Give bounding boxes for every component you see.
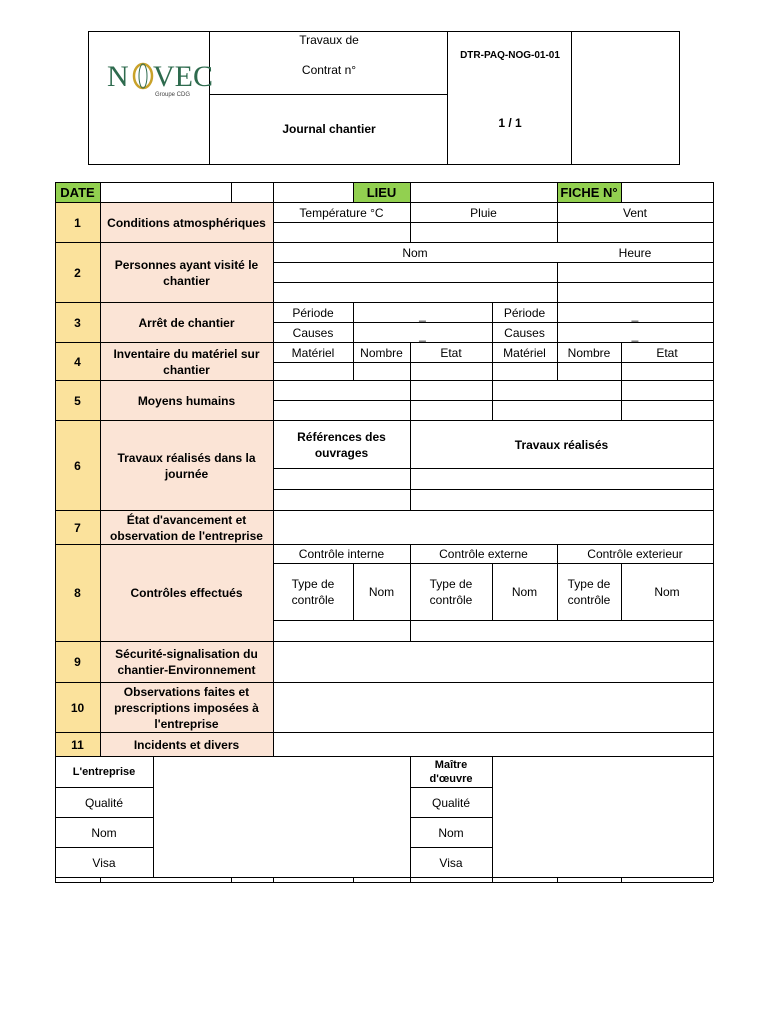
nom-label: Nom <box>368 585 395 599</box>
svg-text:N: N <box>107 60 128 93</box>
entreprise-signature-area[interactable] <box>153 756 410 877</box>
col-nombre: Nombre <box>360 345 403 360</box>
date-label: DATE <box>60 184 95 200</box>
causes-dash: _ <box>419 327 426 342</box>
row-label-avancement: État d'avancement et observation de l'entreprise <box>110 512 263 543</box>
novec-logo <box>107 58 213 103</box>
maitre-signature-area[interactable] <box>492 756 713 877</box>
entreprise-nom-label: Nom <box>91 825 117 840</box>
document-title: Journal chantier <box>282 122 376 136</box>
entreprise-visa-label: Visa <box>92 855 116 870</box>
controle-exterieur-header: Contrôle exterieur <box>587 547 683 561</box>
document-code: DTR-PAQ-NOG-01-01 <box>460 50 560 61</box>
causes-label: Causes <box>504 325 545 340</box>
entreprise-qualite-label: Qualité <box>84 795 124 810</box>
lieu-label: LIEU <box>366 184 397 200</box>
row-number: 8 <box>74 586 81 600</box>
col-vent: Vent <box>622 205 648 220</box>
incidents-field[interactable] <box>273 732 713 757</box>
row-number: 4 <box>74 354 81 369</box>
col-references: Références des ouvrages <box>297 429 386 460</box>
maitre-nom-label: Nom <box>438 825 464 840</box>
row-label-personnes: Personnes ayant visité le chantier <box>114 257 259 288</box>
row-label-observations: Observations faites et prescriptions imposées à l'entreprise <box>114 684 259 731</box>
row-label-securite: Sécurité-signalisation du chantier-Environnement <box>115 647 258 677</box>
col-travaux-realises: Travaux réalisés <box>514 437 609 452</box>
periode-dash: _ <box>631 307 639 322</box>
securite-field[interactable] <box>273 641 713 683</box>
svg-text:VEC: VEC <box>153 60 213 93</box>
row-label-travaux: Travaux réalisés dans la journée <box>117 450 256 481</box>
col-pluie: Pluie <box>470 205 497 220</box>
row-label-conditions: Conditions atmosphériques <box>107 215 266 230</box>
row-number: 3 <box>74 315 81 330</box>
row-number: 7 <box>74 520 81 535</box>
row-number: 2 <box>74 265 81 280</box>
page-number: 1 / 1 <box>498 116 522 130</box>
svg-text:Groupe CDG: Groupe CDG <box>155 92 191 98</box>
col-etat: Etat <box>440 345 462 360</box>
row-label-inventaire: Inventaire du matériel sur chantier <box>113 346 260 377</box>
row-number: 6 <box>74 458 81 473</box>
col-nombre: Nombre <box>567 345 611 360</box>
maitre-visa-label: Visa <box>439 855 463 870</box>
contrat-label: Contrat n° <box>301 63 357 77</box>
row-number: 11 <box>71 737 84 752</box>
row-number: 10 <box>70 700 85 715</box>
periode-label: Période <box>503 305 546 320</box>
lieu-field[interactable] <box>410 182 557 203</box>
row-label-arret: Arrêt de chantier <box>138 315 235 330</box>
date-field[interactable] <box>100 182 231 203</box>
observations-field[interactable] <box>273 682 713 733</box>
entreprise-label: L'entreprise <box>72 766 136 778</box>
causes-label: Causes <box>292 325 334 340</box>
col-heure: Heure <box>618 245 652 260</box>
causes-dash: _ <box>631 327 639 342</box>
col-etat: Etat <box>656 345 678 360</box>
fiche-field[interactable] <box>621 182 713 203</box>
col-nom: Nom <box>402 245 428 260</box>
avancement-field[interactable] <box>273 510 713 545</box>
row-number: 9 <box>74 655 81 669</box>
maitre-oeuvre-label: Maître d'œuvre <box>429 759 473 785</box>
fiche-label: FICHE N° <box>560 184 618 200</box>
nom-label: Nom <box>511 585 538 599</box>
type-controle-label: Type de contrôle <box>567 577 611 607</box>
row-number: 1 <box>74 215 81 230</box>
periode-dash: _ <box>419 307 426 322</box>
col-materiel: Matériel <box>503 345 546 360</box>
row-label-incidents: Incidents et divers <box>133 737 240 752</box>
maitre-qualite-label: Qualité <box>431 795 471 810</box>
controle-interne-header: Contrôle interne <box>298 547 385 561</box>
type-controle-label: Type de contrôle <box>291 577 335 607</box>
travaux-label: Travaux de <box>299 33 359 47</box>
row-label-controles: Contrôles effectués <box>130 586 243 600</box>
periode-label: Période <box>292 305 334 320</box>
nom-label: Nom <box>654 585 680 599</box>
row-label-moyens: Moyens humains <box>137 393 236 408</box>
type-controle-label: Type de contrôle <box>429 577 473 607</box>
col-materiel: Matériel <box>291 345 335 360</box>
controle-externe-header: Contrôle externe <box>439 547 528 561</box>
col-temperature: Température °C <box>299 205 384 220</box>
row-number: 5 <box>74 393 81 408</box>
